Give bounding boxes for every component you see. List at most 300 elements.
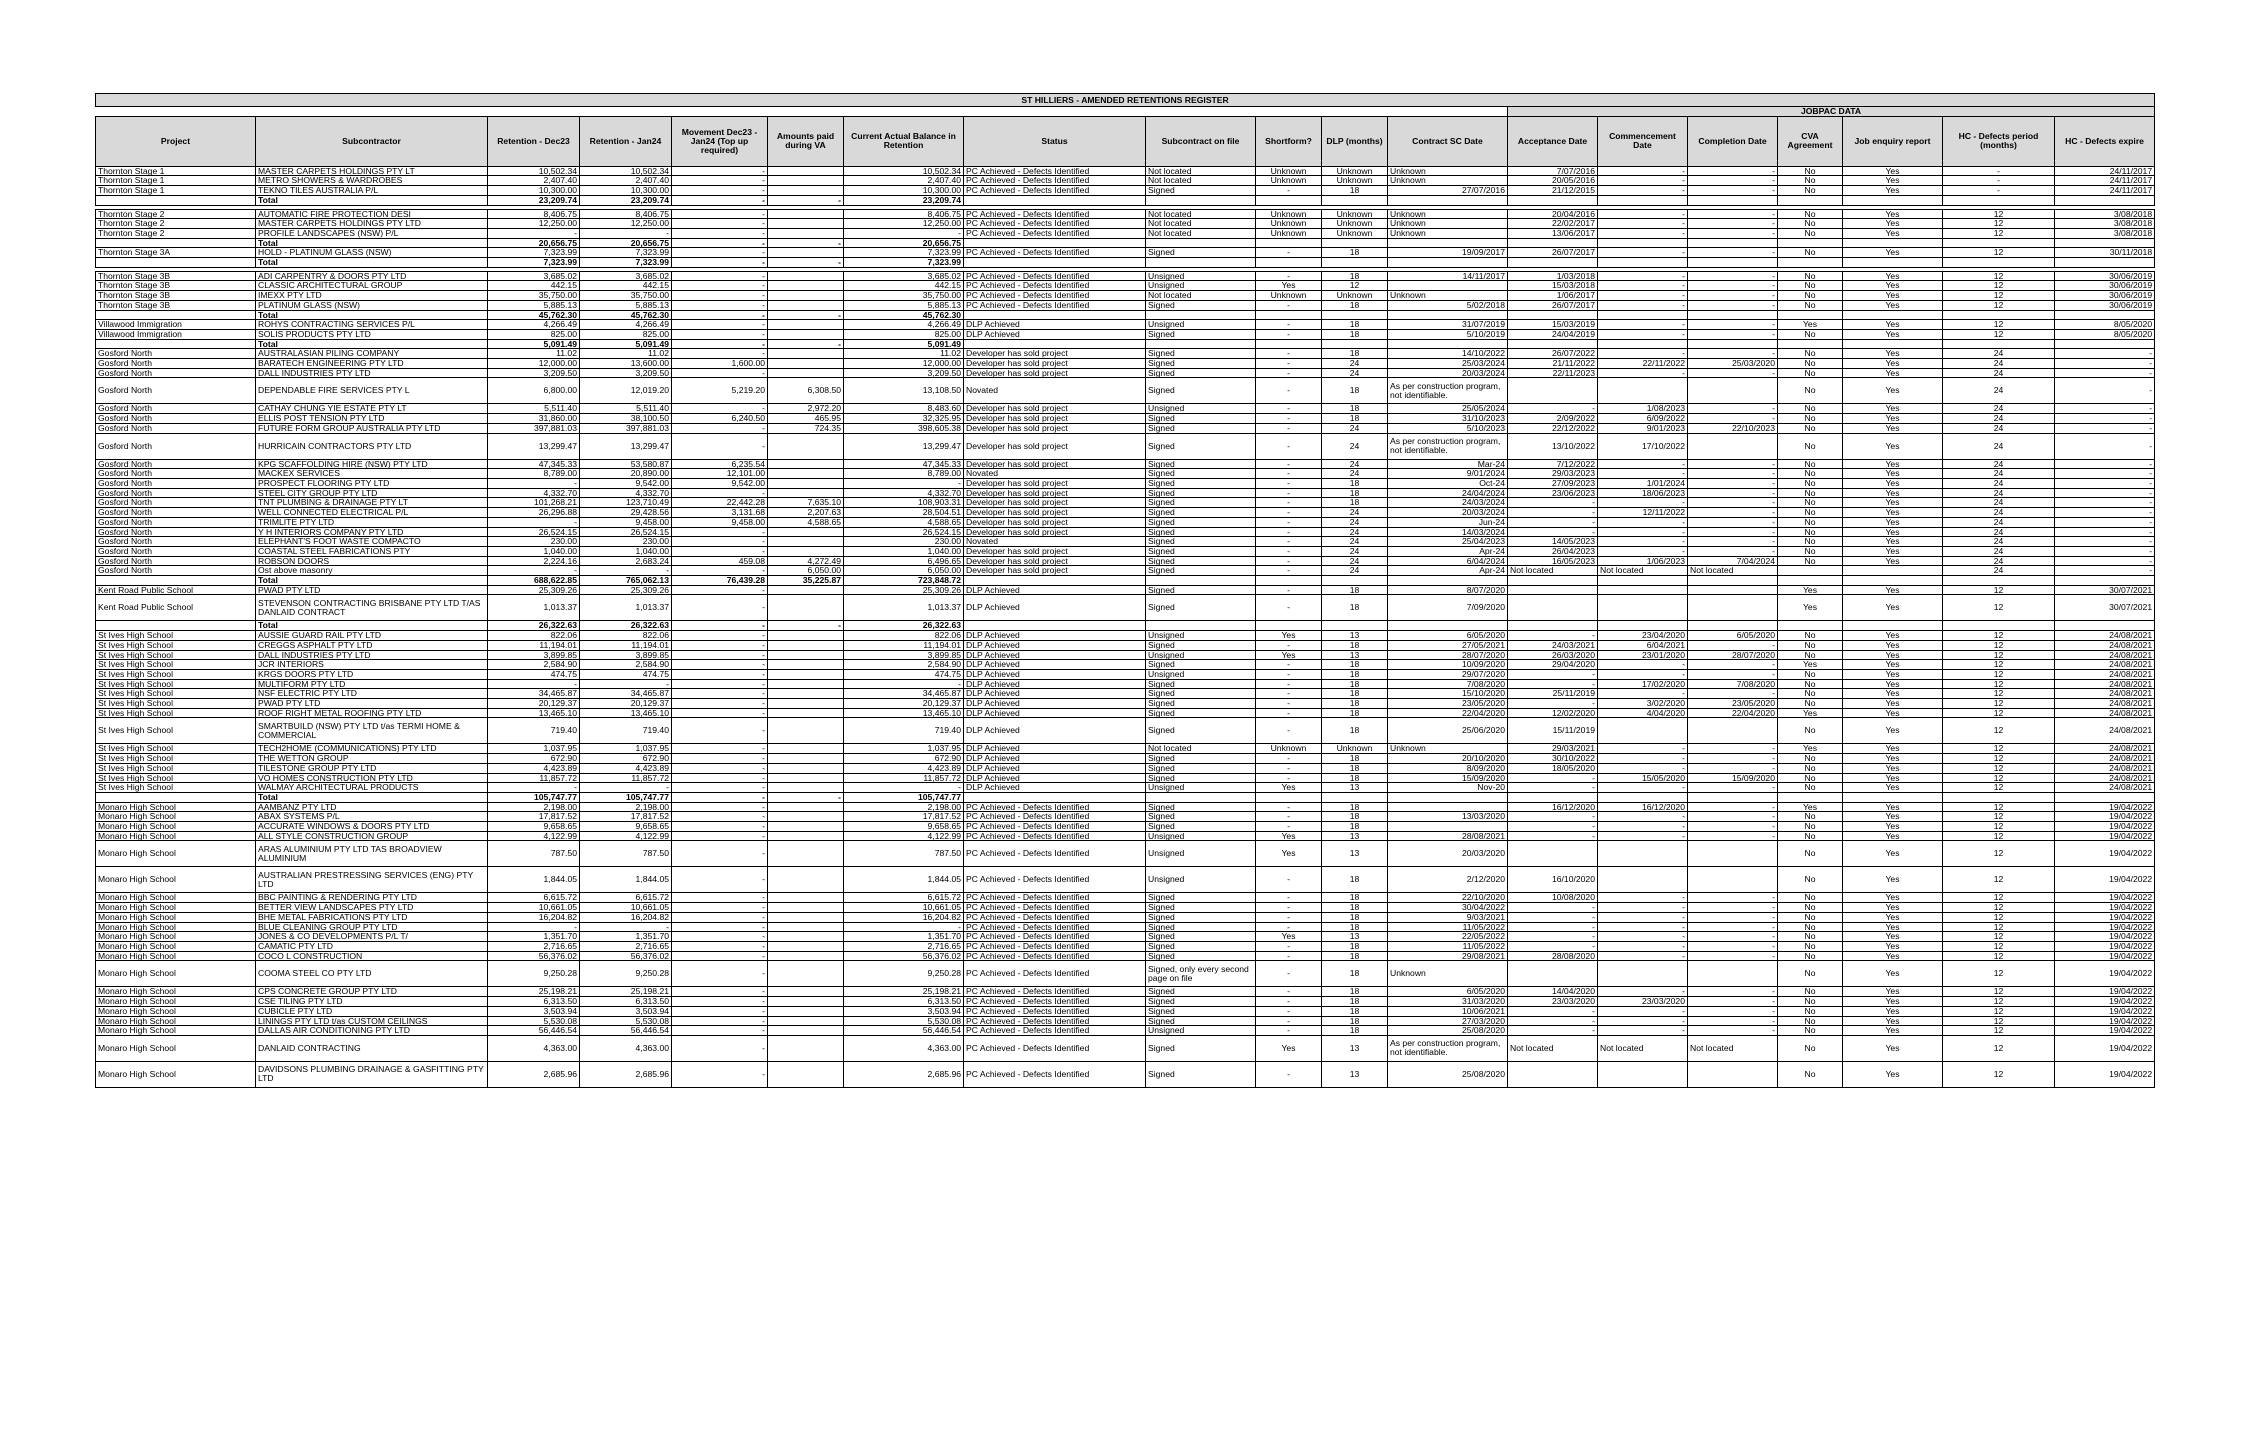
- cell-dlp-months: 18: [1322, 867, 1388, 893]
- cell-completion-date: -: [1688, 893, 1778, 903]
- cell-contract-sc-date: 8/07/2020: [1388, 585, 1508, 595]
- table-row: [96, 640, 2155, 650]
- cell-project: Gosford North: [96, 378, 256, 404]
- cell-dlp-months: Unknown: [1322, 744, 1388, 754]
- cell-movement: -: [672, 631, 768, 641]
- cell-hc-defects-period: 24: [1943, 433, 2055, 459]
- cell-commencement-date: 1/01/2024: [1598, 478, 1688, 488]
- cell-shortform: Unknown: [1256, 219, 1322, 229]
- cell-hc-defects-period: 12: [1943, 841, 2055, 867]
- cell-retention-jan24: 6,313.50: [580, 997, 672, 1007]
- cell-retention-dec23: 26,296.88: [488, 508, 580, 518]
- cell-contract-sc-date: 5/02/2018: [1388, 300, 1508, 310]
- cell-cva-agreement: No: [1778, 831, 1843, 841]
- cell-shortform: [1256, 576, 1322, 586]
- cell-movement: -: [672, 660, 768, 670]
- cell-retention-dec23: 35,750.00: [488, 291, 580, 301]
- cell-shortform: -: [1256, 414, 1322, 424]
- cell-amounts-paid: [768, 209, 844, 219]
- cell-commencement-date: 1/08/2023: [1598, 404, 1688, 414]
- cell-amounts-paid: [768, 640, 844, 650]
- cell-hc-defects-period: 12: [1943, 300, 2055, 310]
- register-title: ST HILLIERS - AMENDED RETENTIONS REGISTER: [96, 94, 2155, 107]
- cell-project: Gosford North: [96, 359, 256, 369]
- cell-project: Kent Road Public School: [96, 585, 256, 595]
- cell-commencement-date: -: [1598, 527, 1688, 537]
- cell-acceptance-date: [1508, 238, 1598, 248]
- cell-amounts-paid: [768, 997, 844, 1007]
- cell-shortform: -: [1256, 822, 1322, 832]
- cell-amounts-paid: -: [768, 238, 844, 248]
- cell-retention-jan24: 1,844.05: [580, 867, 672, 893]
- cell-completion-date: -: [1688, 1026, 1778, 1036]
- cell-dlp-months: 18: [1322, 349, 1388, 359]
- cell-commencement-date: 6/09/2022: [1598, 414, 1688, 424]
- cell-project: Thornton Stage 3A: [96, 248, 256, 258]
- cell-completion-date: -: [1688, 997, 1778, 1007]
- cell-status: Developer has sold project: [964, 566, 1146, 576]
- cell-shortform: -: [1256, 708, 1322, 718]
- cell-current-balance: 398,605.38: [844, 423, 964, 433]
- cell-job-enquiry-report: Yes: [1843, 669, 1943, 679]
- cell-status: Developer has sold project: [964, 498, 1146, 508]
- cell-subcontractor: TECH2HOME (COMMUNICATIONS) PTY LTD: [256, 744, 488, 754]
- cell-hc-defects-expire: 8/05/2020: [2055, 329, 2155, 339]
- cell-status: Developer has sold project: [964, 478, 1146, 488]
- cell-job-enquiry-report: Yes: [1843, 763, 1943, 773]
- cell-shortform: Yes: [1256, 1035, 1322, 1061]
- cell-commencement-date: [1598, 576, 1688, 586]
- cell-commencement-date: -: [1598, 932, 1688, 942]
- cell-acceptance-date: 20/04/2016: [1508, 209, 1598, 219]
- cell-project: Gosford North: [96, 517, 256, 527]
- cell-movement: -: [672, 546, 768, 556]
- cell-project: [96, 339, 256, 349]
- cell-cva-agreement: No: [1778, 841, 1843, 867]
- cell-job-enquiry-report: Yes: [1843, 987, 1943, 997]
- cell-subcontract-on-file: Unsigned: [1146, 831, 1256, 841]
- cell-subcontract-on-file: Signed: [1146, 423, 1256, 433]
- cell-status: [964, 195, 1146, 205]
- table-row: [96, 546, 2155, 556]
- cell-shortform: -: [1256, 517, 1322, 527]
- cell-hc-defects-expire: -: [2055, 517, 2155, 527]
- column-header-commencement-date: Commencement Date: [1598, 116, 1688, 166]
- cell-job-enquiry-report: Yes: [1843, 300, 1943, 310]
- column-header-contract-sc-date: Contract SC Date: [1388, 116, 1508, 166]
- cell-amounts-paid: [768, 478, 844, 488]
- cell-hc-defects-period: 24: [1943, 359, 2055, 369]
- cell-commencement-date: -: [1598, 912, 1688, 922]
- cell-contract-sc-date: Unknown: [1388, 744, 1508, 754]
- cell-job-enquiry-report: Yes: [1843, 291, 1943, 301]
- cell-subcontract-on-file: [1146, 792, 1256, 802]
- cell-hc-defects-expire: [2055, 792, 2155, 802]
- cell-retention-jan24: 4,423.89: [580, 763, 672, 773]
- cell-hc-defects-period: 12: [1943, 320, 2055, 330]
- cell-commencement-date: 23/01/2020: [1598, 650, 1688, 660]
- table-row: [96, 248, 2155, 258]
- cell-hc-defects-expire: -: [2055, 488, 2155, 498]
- cell-commencement-date: [1598, 621, 1688, 631]
- cell-subcontract-on-file: [1146, 310, 1256, 320]
- cell-job-enquiry-report: Yes: [1843, 660, 1943, 670]
- table-row: [96, 291, 2155, 301]
- cell-commencement-date: -: [1598, 320, 1688, 330]
- cell-cva-agreement: No: [1778, 679, 1843, 689]
- cell-contract-sc-date: 29/08/2021: [1388, 951, 1508, 961]
- cell-hc-defects-period: 24: [1943, 378, 2055, 404]
- cell-retention-dec23: 23,209.74: [488, 195, 580, 205]
- cell-status: PC Achieved - Defects Identified: [964, 166, 1146, 176]
- cell-hc-defects-period: 12: [1943, 822, 2055, 832]
- cell-status: Developer has sold project: [964, 368, 1146, 378]
- cell-project: Gosford North: [96, 566, 256, 576]
- cell-current-balance: -: [844, 228, 964, 238]
- cell-subcontract-on-file: Not located: [1146, 166, 1256, 176]
- cell-contract-sc-date: 28/07/2020: [1388, 650, 1508, 660]
- cell-job-enquiry-report: Yes: [1843, 423, 1943, 433]
- cell-status: PC Achieved - Defects Identified: [964, 1026, 1146, 1036]
- cell-completion-date: -: [1688, 783, 1778, 793]
- cell-hc-defects-period: 12: [1943, 228, 2055, 238]
- cell-dlp-months: 24: [1322, 508, 1388, 518]
- table-row: [96, 1006, 2155, 1016]
- cell-hc-defects-expire: -: [2055, 498, 2155, 508]
- cell-subcontractor: NSF ELECTRIC PTY LTD: [256, 689, 488, 699]
- cell-hc-defects-expire: 19/04/2022: [2055, 893, 2155, 903]
- cell-movement: -: [672, 166, 768, 176]
- cell-hc-defects-period: 12: [1943, 987, 2055, 997]
- cell-hc-defects-expire: 24/08/2021: [2055, 699, 2155, 709]
- cell-commencement-date: -: [1598, 812, 1688, 822]
- cell-retention-jan24: 34,465.87: [580, 689, 672, 699]
- cell-commencement-date: [1598, 1061, 1688, 1087]
- cell-dlp-months: 18: [1322, 754, 1388, 764]
- cell-hc-defects-period: 24: [1943, 469, 2055, 479]
- cell-status: Developer has sold project: [964, 359, 1146, 369]
- cell-hc-defects-period: 12: [1943, 802, 2055, 812]
- cell-current-balance: 56,376.02: [844, 951, 964, 961]
- cell-hc-defects-period: 12: [1943, 744, 2055, 754]
- cell-project: [96, 195, 256, 205]
- cell-contract-sc-date: 31/07/2019: [1388, 320, 1508, 330]
- cell-retention-jan24: 230.00: [580, 537, 672, 547]
- cell-movement: -: [672, 640, 768, 650]
- cell-project: Villawood Immigration: [96, 329, 256, 339]
- cell-amounts-paid: [768, 812, 844, 822]
- cell-current-balance: 10,661.05: [844, 903, 964, 913]
- cell-retention-dec23: 6,800.00: [488, 378, 580, 404]
- cell-retention-dec23: 17,817.52: [488, 812, 580, 822]
- cell-contract-sc-date: 14/10/2022: [1388, 349, 1508, 359]
- cell-hc-defects-expire: -: [2055, 423, 2155, 433]
- cell-cva-agreement: No: [1778, 271, 1843, 281]
- cell-hc-defects-period: 24: [1943, 478, 2055, 488]
- cell-hc-defects-period: 12: [1943, 329, 2055, 339]
- cell-project: St Ives High School: [96, 718, 256, 744]
- cell-subcontractor: TNT PLUMBING & DRAINAGE PTY LT: [256, 498, 488, 508]
- cell-subcontract-on-file: Not located: [1146, 291, 1256, 301]
- cell-retention-jan24: 2,685.96: [580, 1061, 672, 1087]
- cell-retention-dec23: 688,622.85: [488, 576, 580, 586]
- cell-status: PC Achieved - Defects Identified: [964, 248, 1146, 258]
- cell-retention-dec23: 1,013.37: [488, 595, 580, 621]
- cell-retention-dec23: 822.06: [488, 631, 580, 641]
- cell-retention-dec23: -: [488, 478, 580, 488]
- cell-movement: -: [672, 792, 768, 802]
- cell-job-enquiry-report: Yes: [1843, 744, 1943, 754]
- cell-contract-sc-date: [1388, 195, 1508, 205]
- cell-job-enquiry-report: Yes: [1843, 822, 1943, 832]
- cell-retention-jan24: 23,209.74: [580, 195, 672, 205]
- cell-movement: 1,600.00: [672, 359, 768, 369]
- cell-commencement-date: [1598, 195, 1688, 205]
- cell-dlp-months: 13: [1322, 841, 1388, 867]
- cell-project: Gosford North: [96, 508, 256, 518]
- cell-acceptance-date: 22/12/2022: [1508, 423, 1598, 433]
- cell-dlp-months: [1322, 258, 1388, 268]
- cell-subcontract-on-file: Signed: [1146, 987, 1256, 997]
- cell-acceptance-date: 15/03/2019: [1508, 320, 1598, 330]
- cell-hc-defects-period: [1943, 310, 2055, 320]
- cell-acceptance-date: 24/04/2019: [1508, 329, 1598, 339]
- cell-completion-date: -: [1688, 812, 1778, 822]
- cell-cva-agreement: No: [1778, 176, 1843, 186]
- cell-retention-dec23: 31,860.00: [488, 414, 580, 424]
- cell-subcontractor: Total: [256, 576, 488, 586]
- cell-shortform: -: [1256, 508, 1322, 518]
- cell-dlp-months: Unknown: [1322, 291, 1388, 301]
- cell-contract-sc-date: 30/04/2022: [1388, 903, 1508, 913]
- cell-status: PC Achieved - Defects Identified: [964, 942, 1146, 952]
- cell-subcontract-on-file: Not located: [1146, 228, 1256, 238]
- cell-hc-defects-expire: 3/08/2018: [2055, 228, 2155, 238]
- cell-dlp-months: [1322, 195, 1388, 205]
- cell-status: Developer has sold project: [964, 508, 1146, 518]
- cell-subcontractor: DAVIDSONS PLUMBING DRAINAGE & GASFITTING PTY LTD: [256, 1061, 488, 1087]
- cell-subcontractor: ROOF RIGHT METAL ROOFING PTY LTD: [256, 708, 488, 718]
- cell-contract-sc-date: [1388, 576, 1508, 586]
- cell-current-balance: 2,584.90: [844, 660, 964, 670]
- cell-project: St Ives High School: [96, 773, 256, 783]
- cell-dlp-months: 18: [1322, 498, 1388, 508]
- cell-status: Developer has sold project: [964, 517, 1146, 527]
- cell-shortform: -: [1256, 423, 1322, 433]
- cell-current-balance: 20,129.37: [844, 699, 964, 709]
- cell-amounts-paid: [768, 219, 844, 229]
- cell-shortform: -: [1256, 527, 1322, 537]
- cell-dlp-months: [1322, 792, 1388, 802]
- cell-movement: -: [672, 744, 768, 754]
- cell-retention-dec23: 442.15: [488, 281, 580, 291]
- cell-hc-defects-period: 24: [1943, 368, 2055, 378]
- cell-contract-sc-date: As per construction program, not identifiable.: [1388, 1035, 1508, 1061]
- cell-subcontract-on-file: Signed: [1146, 537, 1256, 547]
- column-header-amounts-paid: Amounts paid during VA: [768, 116, 844, 166]
- table-row: [96, 433, 2155, 459]
- cell-current-balance: 20,656.75: [844, 238, 964, 248]
- cell-current-balance: 1,844.05: [844, 867, 964, 893]
- cell-completion-date: -: [1688, 987, 1778, 997]
- cell-cva-agreement: No: [1778, 1061, 1843, 1087]
- cell-retention-dec23: 26,524.15: [488, 527, 580, 537]
- cell-subcontractor: AUSTRALIAN PRESTRESSING SERVICES (ENG) PTY LTD: [256, 867, 488, 893]
- cell-acceptance-date: [1508, 195, 1598, 205]
- cell-status: Developer has sold project: [964, 349, 1146, 359]
- table-row: [96, 689, 2155, 699]
- cell-completion-date: 6/05/2020: [1688, 631, 1778, 641]
- cell-contract-sc-date: 20/03/2020: [1388, 841, 1508, 867]
- cell-dlp-months: Unknown: [1322, 209, 1388, 219]
- cell-commencement-date: [1598, 792, 1688, 802]
- cell-job-enquiry-report: Yes: [1843, 951, 1943, 961]
- cell-movement: -: [672, 802, 768, 812]
- cell-hc-defects-period: 12: [1943, 961, 2055, 987]
- cell-retention-dec23: 25,198.21: [488, 987, 580, 997]
- cell-subcontractor: METRO SHOWERS & WARDROBES: [256, 176, 488, 186]
- cell-commencement-date: -: [1598, 248, 1688, 258]
- cell-movement: -: [672, 650, 768, 660]
- cell-retention-jan24: 26,322.63: [580, 621, 672, 631]
- cell-amounts-paid: [768, 186, 844, 196]
- cell-hc-defects-period: 12: [1943, 763, 2055, 773]
- cell-commencement-date: -: [1598, 271, 1688, 281]
- cell-dlp-months: 24: [1322, 566, 1388, 576]
- cell-hc-defects-expire: -: [2055, 414, 2155, 424]
- cell-acceptance-date: 20/05/2016: [1508, 176, 1598, 186]
- cell-hc-defects-expire: 3/08/2018: [2055, 219, 2155, 229]
- cell-dlp-months: 13: [1322, 1061, 1388, 1087]
- cell-amounts-paid: 465.95: [768, 414, 844, 424]
- cell-movement: -: [672, 987, 768, 997]
- cell-retention-dec23: 2,716.65: [488, 942, 580, 952]
- cell-movement: -: [672, 423, 768, 433]
- cell-cva-agreement: No: [1778, 248, 1843, 258]
- cell-commencement-date: [1598, 961, 1688, 987]
- cell-commencement-date: -: [1598, 329, 1688, 339]
- cell-cva-agreement: No: [1778, 783, 1843, 793]
- cell-acceptance-date: 10/08/2020: [1508, 893, 1598, 903]
- cell-acceptance-date: -: [1508, 773, 1598, 783]
- cell-subcontract-on-file: Unsigned: [1146, 631, 1256, 641]
- cell-current-balance: 25,309.26: [844, 585, 964, 595]
- cell-project: Thornton Stage 3B: [96, 300, 256, 310]
- cell-subcontractor: STEEL CITY GROUP PTY LTD: [256, 488, 488, 498]
- cell-commencement-date: -: [1598, 537, 1688, 547]
- cell-retention-dec23: 1,040.00: [488, 546, 580, 556]
- cell-commencement-date: -: [1598, 689, 1688, 699]
- table-row: [96, 404, 2155, 414]
- cell-project: Monaro High School: [96, 1061, 256, 1087]
- cell-retention-dec23: 3,899.85: [488, 650, 580, 660]
- cell-current-balance: 45,762.30: [844, 310, 964, 320]
- table-row: [96, 1035, 2155, 1061]
- cell-project: Monaro High School: [96, 1016, 256, 1026]
- cell-completion-date: -: [1688, 228, 1778, 238]
- cell-contract-sc-date: Unknown: [1388, 166, 1508, 176]
- cell-job-enquiry-report: [1843, 258, 1943, 268]
- cell-retention-jan24: 10,300.00: [580, 186, 672, 196]
- cell-project: St Ives High School: [96, 744, 256, 754]
- cell-current-balance: 3,685.02: [844, 271, 964, 281]
- cell-amounts-paid: [768, 744, 844, 754]
- cell-completion-date: -: [1688, 186, 1778, 196]
- cell-hc-defects-expire: 24/08/2021: [2055, 631, 2155, 641]
- cell-hc-defects-period: [1943, 621, 2055, 631]
- cell-movement: -: [672, 368, 768, 378]
- cell-amounts-paid: [768, 679, 844, 689]
- cell-contract-sc-date: 25/06/2020: [1388, 718, 1508, 744]
- cell-project: Gosford North: [96, 414, 256, 424]
- cell-hc-defects-period: 24: [1943, 537, 2055, 547]
- cell-contract-sc-date: [1388, 258, 1508, 268]
- cell-acceptance-date: -: [1508, 404, 1598, 414]
- cell-acceptance-date: 23/06/2023: [1508, 488, 1598, 498]
- cell-contract-sc-date: [1388, 621, 1508, 631]
- cell-job-enquiry-report: Yes: [1843, 932, 1943, 942]
- cell-status: PC Achieved - Defects Identified: [964, 867, 1146, 893]
- cell-contract-sc-date: 24/04/2024: [1388, 488, 1508, 498]
- cell-subcontract-on-file: Signed: [1146, 679, 1256, 689]
- cell-status: PC Achieved - Defects Identified: [964, 1035, 1146, 1061]
- cell-job-enquiry-report: Yes: [1843, 754, 1943, 764]
- cell-hc-defects-expire: 24/08/2021: [2055, 754, 2155, 764]
- cell-dlp-months: [1322, 621, 1388, 631]
- cell-retention-jan24: 13,600.00: [580, 359, 672, 369]
- cell-dlp-months: 24: [1322, 359, 1388, 369]
- cell-current-balance: 12,250.00: [844, 219, 964, 229]
- column-header-shortform: Shortform?: [1256, 116, 1322, 166]
- cell-commencement-date: -: [1598, 176, 1688, 186]
- cell-hc-defects-expire: 30/11/2018: [2055, 248, 2155, 258]
- cell-dlp-months: 18: [1322, 903, 1388, 913]
- cell-contract-sc-date: 23/05/2020: [1388, 699, 1508, 709]
- cell-hc-defects-period: [1943, 195, 2055, 205]
- cell-commencement-date: [1598, 841, 1688, 867]
- cell-retention-dec23: 2,407.40: [488, 176, 580, 186]
- cell-hc-defects-period: 24: [1943, 566, 2055, 576]
- cell-subcontractor: DALLAS AIR CONDITIONING PTY LTD: [256, 1026, 488, 1036]
- cell-cva-agreement: No: [1778, 517, 1843, 527]
- cell-cva-agreement: No: [1778, 329, 1843, 339]
- cell-current-balance: 4,363.00: [844, 1035, 964, 1061]
- cell-amounts-paid: [768, 699, 844, 709]
- cell-amounts-paid: 4,588.65: [768, 517, 844, 527]
- cell-retention-jan24: 5,511.40: [580, 404, 672, 414]
- cell-retention-dec23: 20,129.37: [488, 699, 580, 709]
- cell-job-enquiry-report: Yes: [1843, 349, 1943, 359]
- cell-retention-jan24: 105,747.77: [580, 792, 672, 802]
- cell-completion-date: [1688, 867, 1778, 893]
- cell-retention-jan24: 3,685.02: [580, 271, 672, 281]
- cell-commencement-date: -: [1598, 1016, 1688, 1026]
- cell-hc-defects-expire: 30/06/2019: [2055, 281, 2155, 291]
- cell-subcontractor: JCR INTERIORS: [256, 660, 488, 670]
- cell-shortform: -: [1256, 802, 1322, 812]
- cell-retention-dec23: 474.75: [488, 669, 580, 679]
- cell-status: DLP Achieved: [964, 320, 1146, 330]
- table-row: [96, 903, 2155, 913]
- cell-dlp-months: 24: [1322, 537, 1388, 547]
- cell-acceptance-date: 22/11/2023: [1508, 368, 1598, 378]
- cell-completion-date: -: [1688, 822, 1778, 832]
- cell-acceptance-date: -: [1508, 527, 1598, 537]
- cell-hc-defects-expire: 19/04/2022: [2055, 802, 2155, 812]
- cell-acceptance-date: -: [1508, 498, 1598, 508]
- cell-completion-date: [1688, 595, 1778, 621]
- cell-job-enquiry-report: Yes: [1843, 640, 1943, 650]
